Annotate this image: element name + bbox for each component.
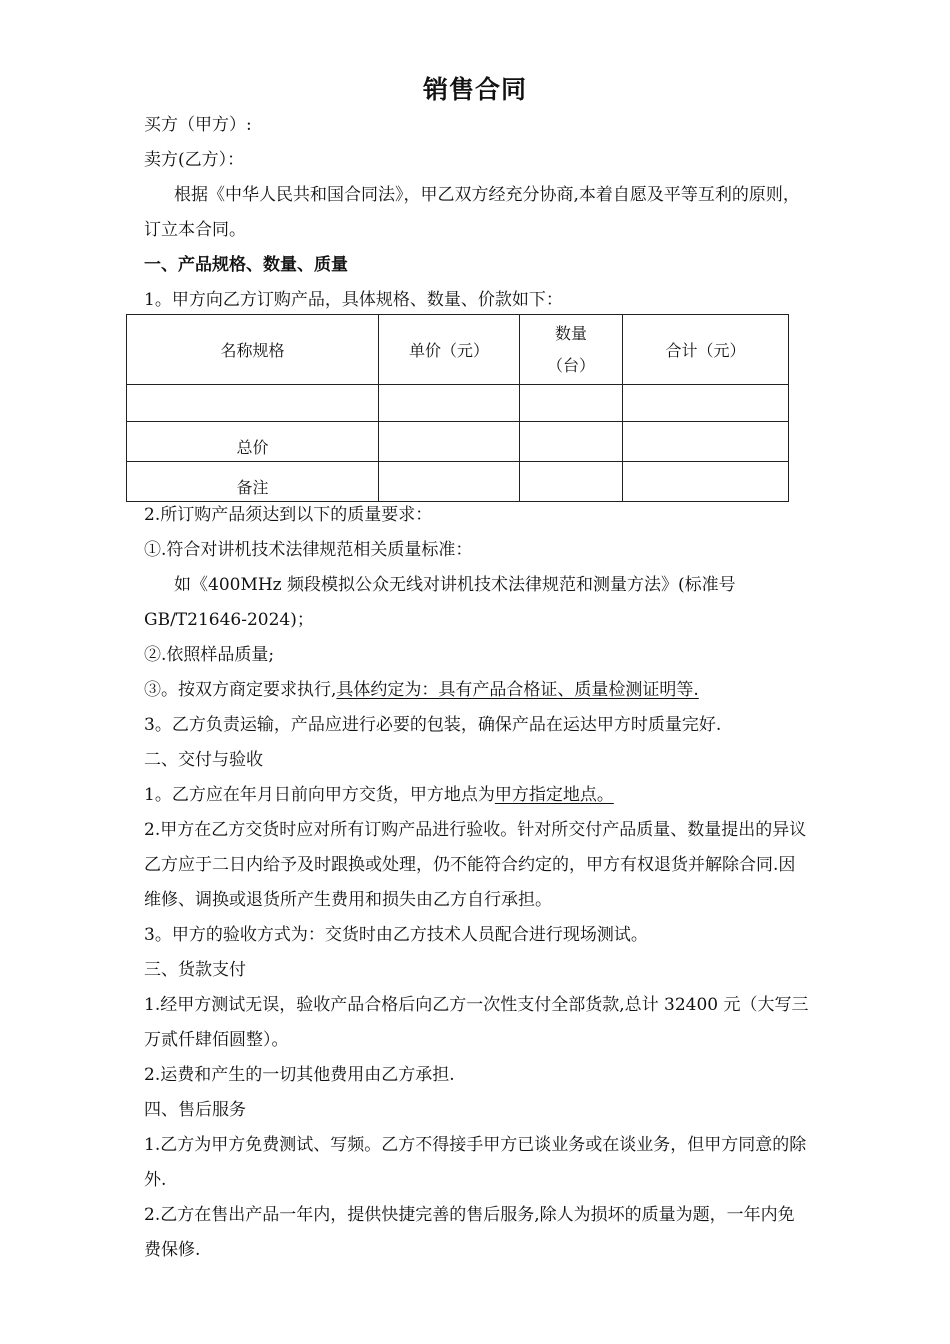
section2-heading: 二、交付与验收 xyxy=(144,750,263,770)
header-quantity-line2: （台） xyxy=(546,355,595,375)
table-row xyxy=(127,385,789,422)
table-cell xyxy=(127,385,379,422)
section3-item1: 1.经甲方测试无误，验收产品合格后向乙方一次性支付全部货款,总计 32400 元（大写三万贰仟肆佰圆整）。 xyxy=(144,995,809,1050)
table-cell xyxy=(520,422,623,462)
table-cell xyxy=(623,385,789,422)
table-cell xyxy=(520,462,623,502)
header-unit-price: 单价（元） xyxy=(379,315,520,385)
header-quantity-line1: 数量 xyxy=(554,323,587,343)
table-cell xyxy=(520,385,623,422)
section3-heading: 三、货款支付 xyxy=(144,960,246,980)
table-cell xyxy=(379,385,520,422)
total-price-label: 总价 xyxy=(127,422,379,462)
header-subtotal: 合计（元） xyxy=(623,315,789,385)
table-header-row xyxy=(127,315,789,385)
section1-item2-a-detail: 如《400MHz 频段模拟公众无线对讲机技术法律规范和测量方法》(标准号GB/T21646-2024)； xyxy=(144,575,736,630)
intro-paragraph: 根据《中华人民共和国合同法》，甲乙双方经充分协商,本着自愿及平等互利的原则，订立本合同。 xyxy=(144,185,800,240)
section1-item2: 2.所订购产品须达到以下的质量要求： xyxy=(144,505,433,525)
section1-item2-c xyxy=(144,673,809,708)
section1-item2-a: ①.符合对讲机技术法律规范相关质量标准： xyxy=(144,540,473,560)
item2-c-underlined: 具体约定为：具有产品合格证、质量检测证明等. xyxy=(336,680,699,700)
table-cell xyxy=(379,462,520,502)
section2-item1-underlined: 甲方指定地点。 xyxy=(494,785,614,805)
table-row xyxy=(127,422,789,462)
seller-line: 卖方(乙方）： xyxy=(144,150,245,170)
section4-heading: 四、售后服务 xyxy=(144,1100,246,1120)
section4-item1: 1.乙方为甲方免费测试、写频。乙方不得接手甲方已谈业务或在谈业务，但甲方同意的除外. xyxy=(144,1135,807,1190)
section1-item1: 1。甲方向乙方订购产品，具体规格、数量、价款如下： xyxy=(144,290,563,310)
table-row xyxy=(127,462,789,502)
table-cell xyxy=(623,462,789,502)
product-spec-table xyxy=(126,314,789,502)
section2-item1-prefix: 1。乙方应在年月日前向甲方交货，甲方地点为 xyxy=(144,785,495,805)
section2-item1 xyxy=(144,778,809,813)
item2-c-prefix: ③。按双方商定要求执行, xyxy=(144,680,337,700)
header-name-spec: 名称规格 xyxy=(127,315,379,385)
table-cell xyxy=(623,422,789,462)
section3-item2: 2.运费和产生的一切其他费用由乙方承担. xyxy=(144,1065,455,1085)
section1-item3: 3。乙方负责运输，产品应进行必要的包装，确保产品在运达甲方时质量完好. xyxy=(144,715,722,735)
buyer-line: 买方（甲方）: xyxy=(144,115,252,135)
table-cell xyxy=(379,422,520,462)
section2-item3: 3。甲方的验收方式为：交货时由乙方技术人员配合进行现场测试。 xyxy=(144,925,648,945)
section1-heading: 一、产品规格、数量、质量 xyxy=(144,255,348,275)
header-quantity xyxy=(520,315,623,385)
section4-item2: 2.乙方在售出产品一年内，提供快捷完善的售后服务,除人为损坏的质量为题，一年内免费保修. xyxy=(144,1205,795,1260)
section1-item2-b: ②.依照样品质量; xyxy=(144,645,275,665)
remarks-label: 备注 xyxy=(127,462,379,502)
section2-item2: 2.甲方在乙方交货时应对所有订购产品进行验收。针对所交付产品质量、数量提出的异议乙方应于二日内给予及时跟换或处理，仍不能符合约定的，甲方有权退货并解除合同.因维修、调换或退货所产生费用和损失由乙方自行承担。 xyxy=(144,820,807,910)
document-title: 销售合同 xyxy=(422,75,527,104)
